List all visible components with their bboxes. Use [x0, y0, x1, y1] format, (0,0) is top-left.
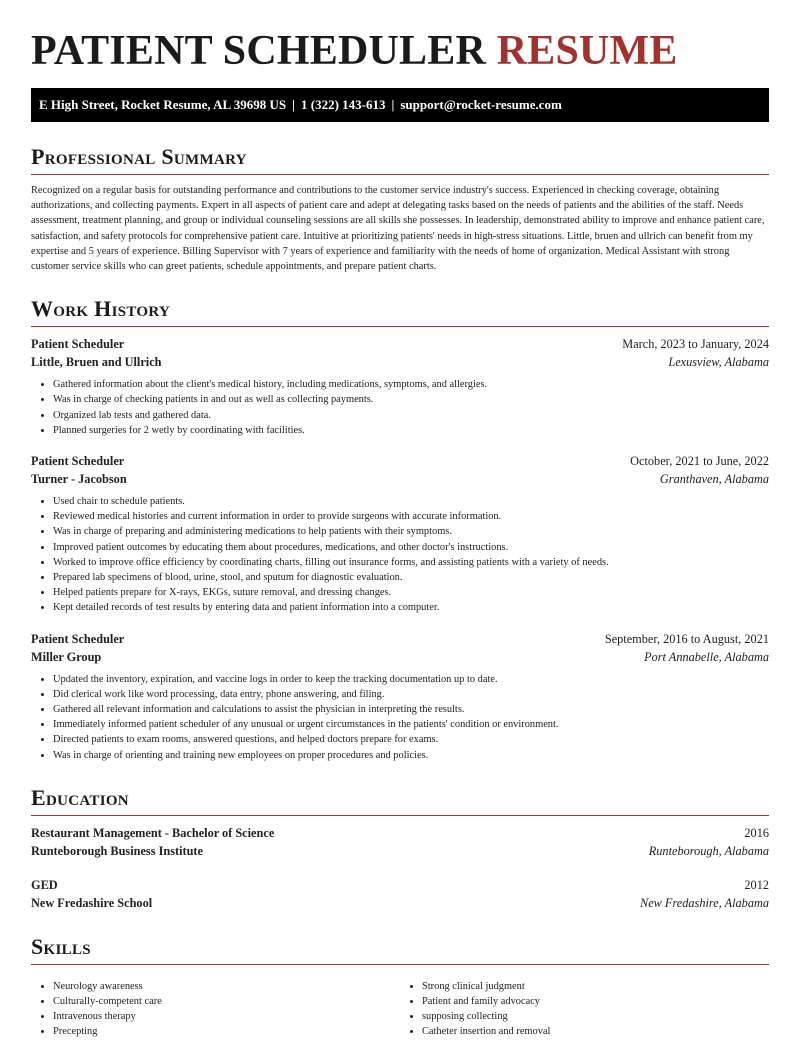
skills-heading: Skills	[31, 934, 769, 965]
job-company: Little, Bruen and Ullrich	[31, 355, 162, 370]
job-bullet: • Was in charge of checking patients in and out as well as collecting payments.	[53, 392, 769, 407]
job-dates: March, 2023 to January, 2024	[622, 337, 769, 352]
education-location: Runteborough, Alabama	[648, 843, 769, 858]
job-bullets	[31, 494, 769, 616]
job-bullet: • Was in charge of preparing and administering medications to help patients with their symptoms.	[53, 524, 769, 539]
summary-heading: Professional Summary	[31, 144, 769, 175]
resume-page	[31, 0, 769, 1040]
job-bullet: • Gathered information about the client's medical history, including medications, symptoms, and allergies.	[53, 377, 769, 392]
job-bullet: • Gathered all relevant information and calculations to assist the physician in interpreting the results.	[53, 702, 769, 717]
skill-item: • Patient and family advocacy	[422, 994, 769, 1009]
job-bullets	[31, 672, 769, 763]
job-bullets	[31, 377, 769, 438]
skill-item: • Intravenous therapy	[53, 1009, 400, 1024]
education-year: 2012	[744, 877, 769, 892]
skill-item: • Strong clinical judgment	[422, 979, 769, 994]
contact-separator: |	[391, 97, 395, 112]
job-bullet: • Improved patient outcomes by educating them about procedures, medications, and other doctor's instructions.	[53, 540, 769, 555]
contact-bar	[31, 88, 769, 122]
skill-item: • Precepting	[53, 1024, 400, 1039]
job-title: Patient Scheduler	[31, 337, 125, 352]
job-bullet: • Helped patients prepare for X-rays, EKGs, suture removal, and dressing changes.	[53, 585, 769, 600]
contact-address: E High Street, Rocket Resume, AL 39698 US	[39, 97, 287, 112]
job-location: Lexusview, Alabama	[668, 355, 769, 370]
education-school: New Fredashire School	[31, 895, 153, 910]
education-school: Runteborough Business Institute	[31, 843, 203, 858]
skill-item: • Culturally-competent care	[53, 994, 400, 1009]
skill-item: • Neurology awareness	[53, 979, 400, 994]
skills-list-left	[31, 979, 400, 1040]
job-title: Patient Scheduler	[31, 631, 125, 646]
job-bullet: • Used chair to schedule patients.	[53, 494, 769, 509]
title-accent: RESUME	[496, 28, 678, 74]
job-bullet: • Immediately informed patient scheduler of any unusual or urgent circumstances in the patients' condition or environment.	[53, 717, 769, 732]
contact-separator: |	[292, 97, 295, 112]
job-bullet: • Prepared lab specimens of blood, urine, stool, and sputum for diagnostic evaluation.	[53, 570, 769, 585]
education-year: 2016	[744, 825, 769, 840]
job-dates: October, 2021 to June, 2022	[630, 454, 769, 469]
job-company: Turner - Jacobson	[31, 472, 127, 487]
job-location: Port Annabelle, Alabama	[644, 649, 769, 664]
education-location: New Fredashire, Alabama	[640, 895, 769, 910]
job-entry	[31, 335, 769, 438]
skill-item: • supposing collecting	[422, 1009, 769, 1024]
job-bullet: • Directed patients to exam rooms, answered questions, and helped doctors prepare for exams.	[53, 732, 769, 747]
education-entry	[31, 876, 769, 912]
job-bullet: • Reviewed medical histories and current information in order to provide surgeons with accurate information.	[53, 509, 769, 524]
job-location: Granthaven, Alabama	[659, 472, 769, 487]
job-bullet: • Did clerical work like word processing, data entry, phone answering, and filing.	[53, 687, 769, 702]
education-degree: GED	[31, 877, 58, 892]
contact-email[interactable]: support@rocket-resume.com	[400, 97, 562, 112]
work-history-heading: Work History	[31, 296, 769, 327]
job-bullet: • Worked to improve office efficiency by coordinating charts, filling out insurance forms, and assisting patients with a variety of needs.	[53, 555, 769, 570]
skills-list-right	[400, 979, 769, 1040]
education-heading: Education	[31, 785, 769, 816]
summary-text: Recognized on a regular basis for outstanding performance and contributions to the customer service industry's success. Experienced in checking coverage, obtaining authorizations, and collecting payments. Expert in all aspects of patient care and adept at delegating tasks based on the needs of patients and the abilities of the staff. Needs assessment, treatment planning, and group or individual counseling sessions are all skills she possesses. In leadership, demonstrated ability to improve and enhance patient care, satisfaction, and safety protocols for comprehensive patient care. Intuitive at prioritizing patients' needs in high-stress situations. Little, bruen and ullrich can benefit from my expertise and 5 years of experience. Billing Supervisor with 7 years of experience and familiarity with the needs of home of organization. Medical Assistant with strong customer service skills who can greet patients, schedule appointments, and prepare patient charts.	[31, 185, 765, 273]
job-title: Patient Scheduler	[31, 454, 125, 469]
education-entry	[31, 824, 769, 860]
job-bullet: • Kept detailed records of test results by entering data and patient information into a computer.	[53, 600, 769, 615]
job-dates: September, 2016 to August, 2021	[604, 631, 769, 646]
contact-phone: 1 (322) 143-613	[301, 97, 386, 112]
job-bullet: • Planned surgeries for 2 wetly by coordinating with facilities.	[53, 423, 769, 438]
resume-title	[31, 28, 769, 74]
job-entry	[31, 630, 769, 763]
education-degree: Restaurant Management - Bachelor of Science	[31, 825, 275, 840]
job-company: Miller Group	[31, 649, 102, 664]
job-entry	[31, 452, 769, 616]
skill-item: • Catheter insertion and removal	[422, 1024, 769, 1039]
skills-columns	[31, 973, 769, 1040]
job-bullet: • Organized lab tests and gathered data.	[53, 408, 769, 423]
job-bullet: • Was in charge of orienting and training new employees on proper procedures and policies.	[53, 748, 769, 763]
job-bullet: • Updated the inventory, expiration, and vaccine logs in order to keep the tracking documentation up to date.	[53, 672, 769, 687]
title-main: PATIENT SCHEDULER	[31, 28, 487, 74]
